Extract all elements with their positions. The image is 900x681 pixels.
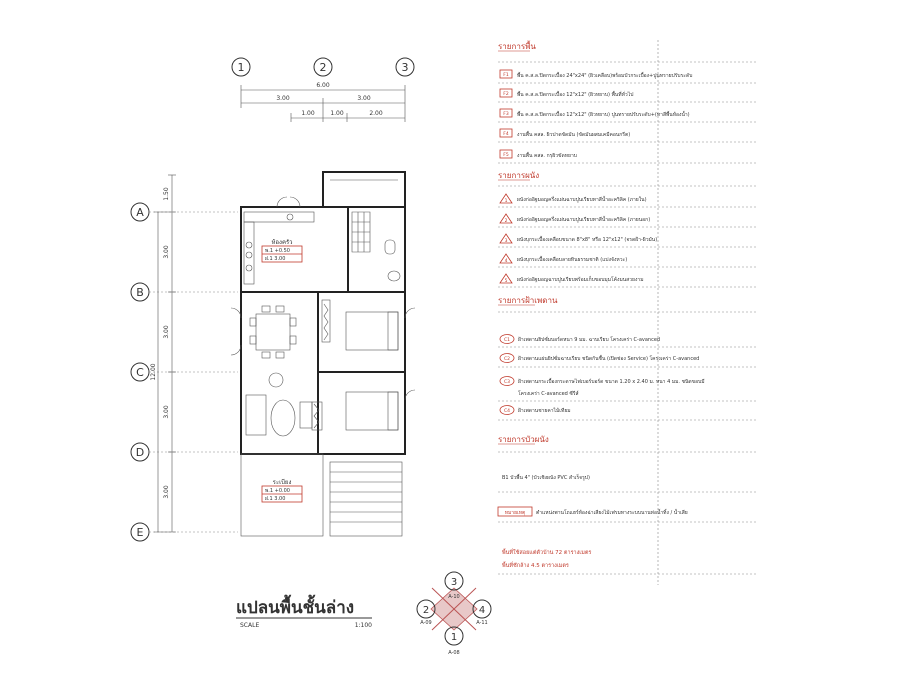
floor-text-3: พื้น ค.ส.ล.ปิดกระเบื้อง 12"x12" (ผิวหยาบ) ปูนทรายปรับระดับ+(ทาสีพื้นห้องน้ำ) (517, 112, 690, 118)
dim-top-1: 3.00 (276, 95, 290, 102)
wall-text-4: ผนังบุกระเบื้องเคลือบลายหินธรรมชาติ (แบ่งจังหวะ) (517, 257, 628, 263)
floor-code-2: F2 (503, 92, 509, 97)
dining-set (250, 306, 296, 358)
grid-row-b: B (136, 286, 144, 299)
dim-total-top: 6.00 (316, 82, 330, 89)
room-tag-kitchen-line-1: พ.1 +0.50 (265, 248, 290, 254)
grid-row-e: E (136, 526, 144, 539)
wall-finish-line: B1 บัวพื้น 4" (บัวเชิงผนัง PVC สำเร็จรูป) (502, 475, 590, 481)
entry-stairs (330, 462, 402, 536)
room-tag-kitchen (262, 239, 302, 262)
elev-num-left: 2 (422, 605, 430, 616)
wall-text-2: ผนังก่ออิฐมอญครึ่งแผ่นฉาบปูนเรียบทาสีน้ำอะคริลิค (ภายนอก) (517, 217, 651, 223)
floors-heading: รายการพื้น (498, 42, 536, 51)
floor-code-4: F4 (503, 132, 509, 137)
elev-sheet-left: A-09 (420, 620, 432, 626)
drawing-title-text: แปลนพื้นชั้นล่าง (236, 598, 355, 618)
grid-col-2: 2 (319, 61, 327, 74)
grid-rows (131, 175, 238, 541)
bathroom (352, 212, 400, 281)
wall-text-3: ผนังบุกระเบื้องเคลือบขนาด 8"x8" หรือ 12"x12" (จรดฝ้า-ผิวมัน) (517, 237, 658, 243)
bedroom-2 (312, 392, 398, 430)
scale-value: 1:100 (354, 622, 372, 629)
dim-detail-1: 1.00 (301, 110, 315, 117)
wall-text-5: ผนังก่ออิฐมอญฉาบปูนเรียบพร้อมเก็บขอบมุมโค้งมนสวยงาม (517, 277, 644, 283)
ceiling-code-3: C3 (503, 380, 511, 385)
ceiling-text-4: ฝ้าเพดานชายคาไม้เทียม (518, 408, 571, 414)
dim-top-2: 3.00 (357, 95, 371, 102)
room-tag-porch-line-2: ฝ.1 3.00 (265, 496, 286, 502)
floor-text-1: พื้น ค.ส.ล.ปิดกระเบื้อง 24"x24" (ผิวเคลือบ)พร้อมบัวกระเบื้อง+ปูนทรายปรับระดับ (517, 73, 693, 79)
floor-code-1: F1 (503, 73, 509, 78)
dim-left-5: 3.00 (163, 485, 170, 499)
elev-num-right: 4 (478, 605, 486, 616)
floor-text-4: งานพื้น คสล. ผิวปาดขัดมัน (ขัดมันผสมเคมีคอนกรีต) (517, 132, 631, 138)
ceilings-heading: รายการฝ้าเพดาน (498, 296, 558, 305)
floor-text-5: งานพื้น คสล. กรุผิวขัดหยาบ (517, 153, 577, 159)
wall-code-2: 2 (504, 219, 508, 224)
grid-row-a: A (136, 206, 144, 219)
legend-panel (498, 40, 758, 585)
wall-code-3: 3 (504, 239, 508, 244)
area-line-2: พื้นที่ชักล้าง 4.5 ตารางเมตร (502, 563, 569, 569)
elev-sheet-right: A-11 (476, 620, 488, 626)
walls-heading: รายการผนัง (498, 171, 540, 180)
wall-code-1: 1 (504, 199, 508, 204)
living-set (246, 373, 312, 436)
elev-sheet-bottom: A-08 (448, 650, 460, 656)
remark-label: หมายเหตุ (504, 510, 526, 516)
building-plan (231, 172, 415, 536)
toilet-icon (385, 240, 395, 254)
elev-num-bottom: 1 (450, 632, 458, 643)
kitchen-counter (244, 212, 314, 222)
dim-left-1: 1.50 (163, 187, 170, 201)
porch (241, 454, 323, 536)
floor-code-5: F5 (503, 153, 509, 158)
ceiling-text-1: ฝ้าเพดานยิปซั่มบอร์ดหนา 9 มม. ฉาบเรียบ โครงเคร่า C-avanced (518, 337, 661, 343)
wall-code-4: 4 (504, 259, 508, 264)
room-tag-porch-line-1: พ.1 +0.00 (265, 488, 290, 494)
bedroom-1 (322, 300, 398, 350)
ceiling-note: โครงเคร่า C-avanced ซีรีส์ (518, 391, 579, 397)
ceiling-code-1: C1 (503, 338, 511, 343)
room-tag-kitchen-name: ห้องครัว (271, 239, 293, 246)
elevation-key (417, 572, 491, 656)
grid-row-c: C (136, 366, 144, 379)
ceiling-code-4: C4 (503, 409, 511, 414)
wall-code-5: 5 (504, 279, 508, 284)
area-line-1: พื้นที่ใช้สอยแต่ตัวบ้าน 72 ตารางเมตร (502, 550, 592, 556)
scale-label: SCALE (240, 622, 260, 629)
floor-text-2: พื้น ค.ส.ล.ปิดกระเบื้อง 12"x12" (ผิวหยาบ) พื้นที่ทั่วไป (517, 92, 634, 98)
wall-finish-heading: รายการบัวผนัง (498, 435, 549, 444)
room-tag-kitchen-line-2: ฝ.1 3.00 (265, 256, 286, 262)
room-tag-porch (262, 478, 302, 502)
room-tag-porch-name: ระเบียง (272, 479, 292, 486)
dim-left-2: 3.00 (163, 245, 170, 259)
elev-sheet-top: A-10 (448, 594, 460, 600)
laundry-area (323, 172, 405, 207)
remark-text: ตำแหน่งพานโถแฮร์ห้องฉ่าเสียงไม้เฟรมทางระบบนานท่อน้ำทิ้ง / น้ำเสีย (536, 510, 688, 516)
ceiling-code-2: C2 (503, 357, 511, 362)
grid-col-3: 3 (401, 61, 409, 74)
grid-columns (232, 58, 414, 122)
ceiling-text-2: ฝ้าเพดานแผ่นยิปซั่มฉาบเรียบ ชนิดกันชื้น (เปิดช่อง Service) โครงเคร่า C-avanced (518, 356, 700, 362)
dim-left-4: 3.00 (163, 405, 170, 419)
drawing-title (236, 594, 372, 629)
elev-num-top: 3 (450, 577, 458, 588)
sink-icon (388, 271, 400, 281)
grid-row-d: D (135, 446, 145, 459)
ceiling-text-3: ฝ้าเพดานกระเบื้องกระดาษไฟเบอร์บอร์ด ขนาด 1.20 x 2.40 ม. หนา 4 มม. ชนิดขอบมี (518, 379, 705, 385)
floor-code-3: F3 (503, 112, 509, 117)
grid-col-1: 1 (237, 61, 245, 74)
dim-left-3: 3.00 (163, 325, 170, 339)
dim-detail-3: 2.00 (369, 110, 383, 117)
dim-detail-2: 1.00 (330, 110, 344, 117)
wall-text-1: ผนังก่ออิฐมอญครึ่งแผ่นฉาบปูนเรียบทาสีน้ำอะคริลิค (ภายใน) (517, 197, 647, 203)
dim-total-left: 12.00 (150, 363, 157, 381)
